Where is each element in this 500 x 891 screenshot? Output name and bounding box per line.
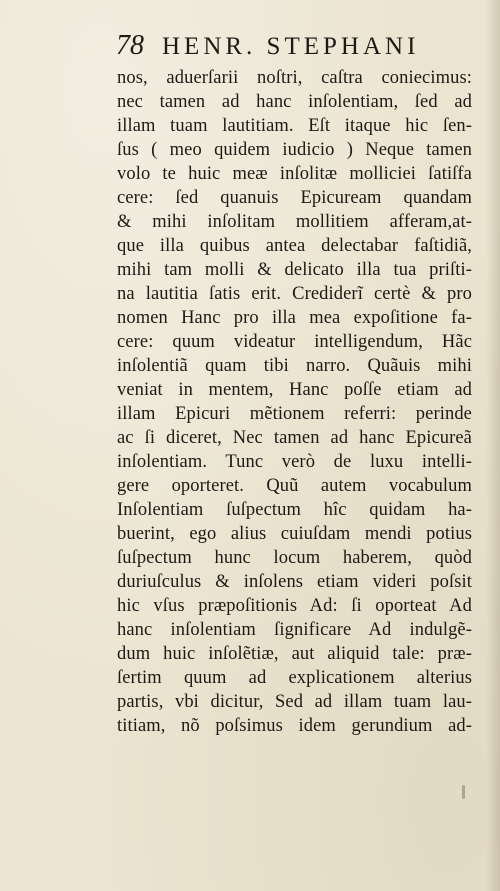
text-line: duriuſculus & inſolens etiam videri poſsit (117, 572, 472, 592)
page-gutter-shadow (486, 0, 500, 891)
text-line: nec tamen ad hanc inſolentiam, ſed ad (117, 92, 472, 112)
text-line: mihi tam molli & delicato illa tua priſti- (117, 260, 472, 280)
text-line: ſus ( meo quidem iudicio ) Neque tamen (117, 140, 472, 160)
text-line: hanc inſolentiam ſignificare Ad indulgẽ- (117, 620, 472, 640)
body-text (117, 66, 472, 738)
text-line: titiam, nõ poſsimus idem gerundium ad- (117, 716, 472, 736)
paper-blemish (462, 785, 465, 799)
text-line: cere: quum videatur intelligendum, Hãc (117, 332, 472, 352)
text-line: partis, vbi dicitur, Sed ad illam tuam lau- (117, 692, 472, 712)
text-line: na lautitia ſatis erit. Crediderĩ certè & pro (117, 284, 472, 304)
text-line: hic vſus præpoſitionis Ad: ſi oporteat Ad (117, 596, 472, 616)
text-line: dum huic inſolẽtiæ, aut aliquid tale: præ- (117, 644, 472, 664)
text-line: inſolentiã quam tibi narro. Quãuis mihi (117, 356, 472, 376)
text-line: buerint, ego alius cuiuſdam mendi potius (117, 524, 472, 544)
text-line: ſertim quum ad explicationem alterius (117, 668, 472, 688)
text-line: nomen Hanc pro illa mea expoſitione fa- (117, 308, 472, 328)
page-header (116, 28, 476, 64)
text-line: illam Epicuri mẽtionem referri: perinde (117, 404, 472, 424)
running-head: HENR. STEPHANI (162, 33, 420, 60)
text-line: ac ſi diceret, Nec tamen ad hanc Epicureã (117, 428, 472, 448)
text-line: ſuſpectum hunc locum haberem, quòd (117, 548, 472, 568)
text-line: Inſolentiam ſuſpectum hîc quidam ha- (117, 500, 472, 520)
text-line: & mihi inſolitam mollitiem afferam,at- (117, 212, 472, 232)
page-number: 78 (116, 30, 144, 61)
text-line: volo te huic meæ inſolitæ molliciei ſatiſfa (117, 164, 472, 184)
text-line: inſolentiam. Tunc verò de luxu intelli- (117, 452, 472, 472)
text-line: illam tuam lautitiam. Eſt itaque hic ſen- (117, 116, 472, 136)
text-line: gere oporteret. Quũ autem vocabulum (117, 476, 472, 496)
text-line: veniat in mentem, Hanc poſſe etiam ad (117, 380, 472, 400)
text-line: nos, aduerſarii noſtri, caſtra coniecimus: (117, 68, 472, 88)
text-line: que illa quibus antea delectabar faſtidiã, (117, 236, 472, 256)
text-line: cere: ſed quanuis Epicuream quandam (117, 188, 472, 208)
